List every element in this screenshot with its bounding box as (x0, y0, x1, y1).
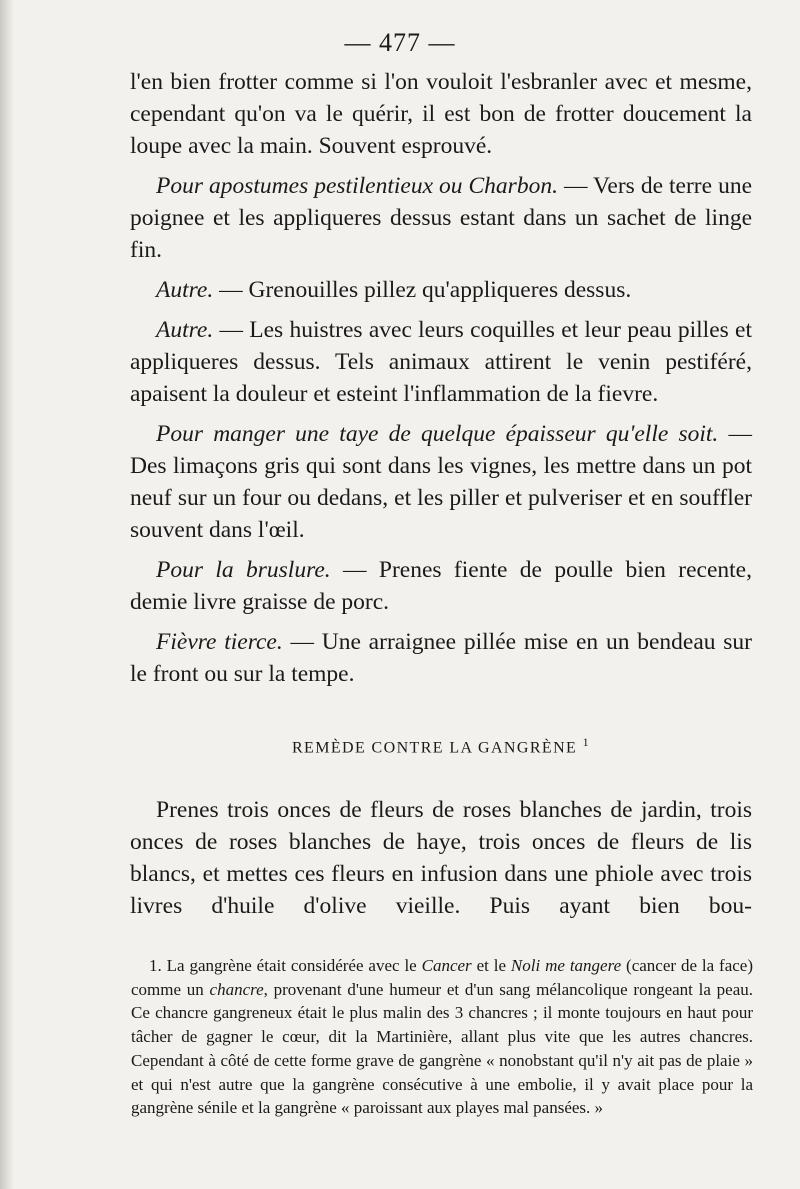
recipe-title: Pour la bruslure. (156, 557, 331, 583)
recipe-title: Pour apostumes pestilentieux ou Charbon. (156, 173, 558, 199)
recipe-fievre-tierce (130, 626, 752, 690)
section-heading (130, 726, 752, 764)
recipe-autre-huistres (130, 314, 752, 410)
footnotes (131, 954, 753, 1120)
footnote-italic: Noli me tangere (510, 956, 622, 975)
paragraph-continuation: l'en bien frotter comme si l'on vouloit l'esbranler avec et mesme, cependant qu'on va le quérir, il est bon de frotter doucement la loupe avec la main. Souvent esprouvé. (130, 69, 752, 159)
footnote-number: 1. (149, 956, 162, 975)
recipe-bruslure (130, 554, 752, 618)
footnote-italic: Cancer (421, 956, 472, 975)
remede-paragraph: Prenes trois onces de fleurs de roses blanches de jardin, trois onces de roses blanches de haye, trois onces de fleurs de lis blancs, et mettes ces fleurs en infusion dans une phiole avec trois livres d'huile d'olive vieille. Puis ayant bien bou- (130, 797, 752, 920)
recipe-text: — Des limaçons gris qui sont dans les vignes, les mettre dans un pot neuf sur un four ou dedans, et les piller et pulveriser et en souffler souvent dans l'œil. (130, 421, 753, 543)
footnote-text: La gangrène était considérée avec le (161, 956, 422, 975)
section-heading-text: REMÈDE CONTRE LA GANGRÈNE (291, 739, 578, 757)
page-body (130, 66, 752, 930)
footnote-text: , provenant d'une humeur et d'un sang mélancolique rongeant la peau. Ce chancre gangreneux était le plus malin des 3 chancres ; il monte toujours en haut pour tâcher de gagner le cœur, dit la Martinière, allant plus vite que les autres chancres. Cependant à côté de cette forme grave de gangrène « nonobstant qu'il n'y ait pas de plaie » et qui n'est autre que la gangrène consécutive à une embolie, il y avait place pour la gangrène sénile et la gangrène « paroissant aux playes mal pansées. » (131, 979, 753, 1118)
footnote-reference: 1 (582, 735, 591, 749)
recipe-title: Fièvre tierce. (156, 629, 283, 655)
footnote-italic: chancre (209, 979, 264, 999)
recipe-text: — Les huistres avec leurs coquilles et leur peau pilles et appliqueres dessus. Tels animaux attirent le venin pestiféré, apaisent la douleur et esteint l'inflammation de la fievre. (130, 317, 752, 407)
footnote-text: et le (471, 956, 511, 975)
recipe-text: — Grenouilles pillez qu'appliqueres dessus. (213, 277, 632, 303)
page-number: — 477 — (344, 28, 456, 57)
footnote-text: (cancer de la face) comme un (131, 956, 754, 999)
recipe-text: — Vers de terre une poignee et les appliqueres dessus estant dans un sachet de linge fin. (130, 173, 752, 263)
page-gutter-shadow (0, 0, 14, 1189)
recipe-taye (130, 418, 752, 546)
recipe-text: — Une arraignee pillée mise en un bendeau sur le front ou sur la tempe. (130, 629, 752, 687)
recipe-title: Autre. (156, 317, 214, 343)
recipe-title: Pour manger une taye de quelque épaisseur qu'elle soit. (156, 421, 719, 447)
recipe-title: Autre. (156, 277, 214, 303)
recipe-text: — Prenes fiente de poulle bien recente, demie livre graisse de porc. (130, 557, 752, 615)
recipe-apostumes (130, 170, 752, 266)
footnote-1 (131, 954, 753, 1120)
recipe-autre-grenouilles (130, 274, 752, 306)
